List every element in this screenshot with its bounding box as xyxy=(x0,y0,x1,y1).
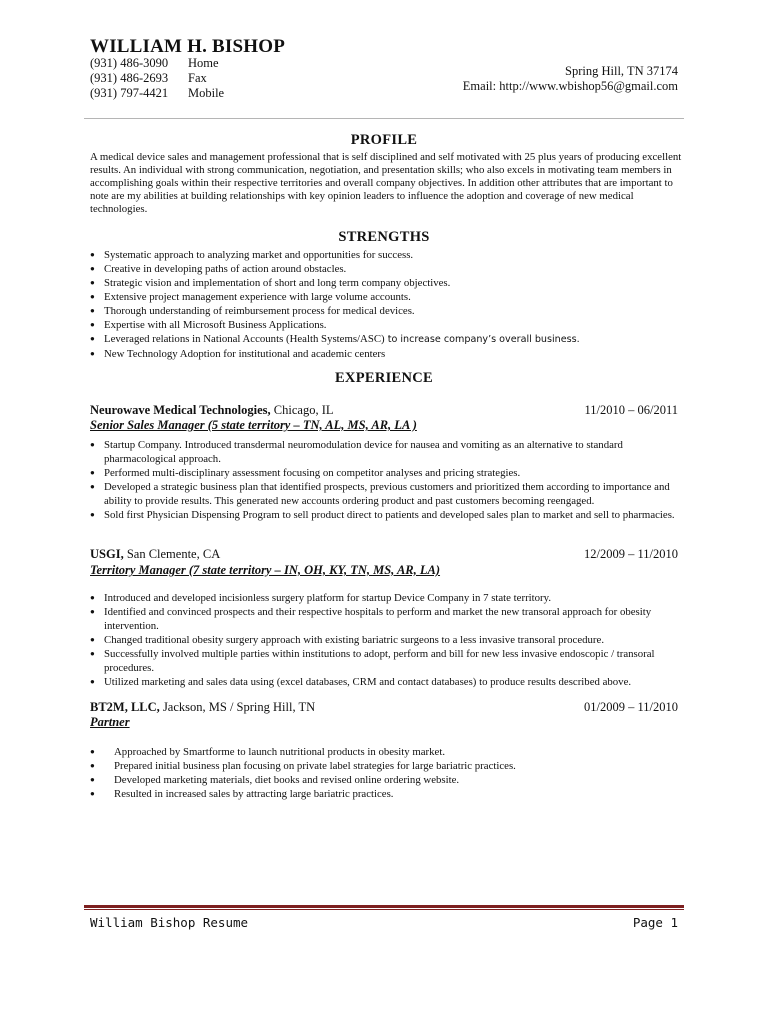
list-item: ● Approached by Smartforme to launch nutritional products in obesity market. xyxy=(90,745,682,759)
list-item: ● Successfully involved multiple parties within institutions to adopt, perform and bill for new less invasive endoscopic / transoral procedures. xyxy=(90,647,682,675)
phone-list xyxy=(90,56,224,101)
profile-heading: PROFILE xyxy=(350,132,418,148)
phone-number: (931) 486-3090 xyxy=(90,56,169,70)
list-item: ● Changed traditional obesity surgery approach with existing bariatric surgeons to a less invasive transoral procedure. xyxy=(90,633,682,647)
list-item: ● Prepared initial business plan focusing on private label strategies for large bariatric practices. xyxy=(90,759,682,773)
list-item: ● Strategic vision and implementation of short and long term company objectives. xyxy=(90,276,690,290)
job-company-line xyxy=(90,700,315,715)
job-bullets xyxy=(90,438,682,522)
phone-label: Fax xyxy=(188,71,207,85)
location: Spring Hill, TN 37174 xyxy=(565,64,678,78)
job-bullets xyxy=(90,591,682,689)
job-dates: 01/2009 – 11/2010 xyxy=(584,700,678,714)
company-location: Jackson, MS / Spring Hill, TN xyxy=(159,700,316,714)
list-item: ● Creative in developing paths of action around obstacles. xyxy=(90,262,690,276)
phone-label: Home xyxy=(188,56,219,70)
address-block xyxy=(463,64,678,94)
list-item: ● Sold first Physician Dispensing Program to sell product direct to patients and developed sales plan to market and sell to pharmacies. xyxy=(90,508,682,522)
strengths-list xyxy=(90,248,690,361)
company-name: BT2M, LLC, xyxy=(90,700,160,714)
candidate-name: WILLIAM H. BISHOP xyxy=(90,36,286,57)
page-number: Page 1 xyxy=(632,915,678,930)
job-dates: 11/2010 – 06/2011 xyxy=(584,403,678,417)
header-divider xyxy=(84,118,684,119)
phone-label: Mobile xyxy=(188,86,225,100)
list-item: ● Leveraged relations in National Accounts (Health Systems/ASC) to increase company’s overall business. xyxy=(90,332,690,347)
job-role: Partner xyxy=(90,715,130,729)
job-bullets xyxy=(90,745,682,801)
list-item: ● Startup Company. Introduced transdermal neuromodulation device for nausea and vomiting as an alternative to standard pharmacological approach. xyxy=(90,438,682,466)
job-role: Senior Sales Manager (5 state territory – TN, AL, MS, AR, LA ) xyxy=(90,418,417,432)
phone-fax xyxy=(90,71,224,86)
footer-divider-thin xyxy=(84,909,684,910)
list-item: ● Systematic approach to analyzing market and opportunities for success. xyxy=(90,248,690,262)
list-item: ● Thorough understanding of reimbursement process for medical devices. xyxy=(90,304,690,318)
company-location: San Clemente, CA xyxy=(123,547,221,561)
list-item: ● New Technology Adoption for institutional and academic centers xyxy=(90,347,690,361)
phone-mobile xyxy=(90,86,224,101)
phone-home xyxy=(90,56,224,71)
list-item-tail: to increase company’s overall business. xyxy=(384,334,580,345)
list-item: ● Developed marketing materials, diet books and revised online ordering website. xyxy=(90,773,682,787)
profile-paragraph: A medical device sales and management professional that is self disciplined and self motivated with 25 plus years of producing excellent results. An individual with strong communication, negotiation, and presentation skills; who also excels in motivating team members in accomplishing goals within their respective territories and overall company objectives. In addition other attributes that are important to note are my abilities at building relationships with key opinion leaders to influence the adoption and coverage of new medical technologies. xyxy=(90,151,682,215)
list-item: ● Expertise with all Microsoft Business Applications. xyxy=(90,318,690,332)
company-name: Neurowave Medical Technologies, xyxy=(90,403,271,417)
list-item: ● Developed a strategic business plan that identified prospects, previous customers and prioritized them according to importance and ability to provide results. This generated new accounts ordering product and past customers becoming reengaged. xyxy=(90,480,682,508)
list-item: ● Utilized marketing and sales data using (excel databases, CRM and contact databases) to produce results described above. xyxy=(90,675,682,689)
job-role: Territory Manager (7 state territory – IN, OH, KY, TN, MS, AR, LA) xyxy=(90,563,441,577)
list-item: ● Identified and convinced prospects and their respective hospitals to perform and market the new transoral approach for obesity intervention. xyxy=(90,605,682,633)
job-company-line xyxy=(90,547,220,562)
footer-divider xyxy=(84,905,684,908)
job-company-line xyxy=(90,403,334,418)
phone-number: (931) 797-4421 xyxy=(90,86,169,100)
job-dates: 12/2009 – 11/2010 xyxy=(584,547,678,561)
list-item: ● Introduced and developed incisionless surgery platform for startup Device Company in 7 state territory. xyxy=(90,591,682,605)
email-link[interactable]: Email: http://www.wbishop56@gmail.com xyxy=(462,79,678,93)
list-item: ● Performed multi-disciplinary assessment focusing on competitor analyses and pricing strategies. xyxy=(90,466,682,480)
company-location: Chicago, IL xyxy=(270,403,334,417)
list-item: ● Resulted in increased sales by attracting large bariatric practices. xyxy=(90,787,682,801)
list-item: ● Extensive project management experience with large volume accounts. xyxy=(90,290,690,304)
footer-title: William Bishop Resume xyxy=(90,915,249,930)
phone-number: (931) 486-2693 xyxy=(90,71,169,85)
company-name: USGI, xyxy=(90,547,124,561)
strengths-heading: STRENGTHS xyxy=(338,229,430,245)
experience-heading: EXPERIENCE xyxy=(334,370,434,386)
